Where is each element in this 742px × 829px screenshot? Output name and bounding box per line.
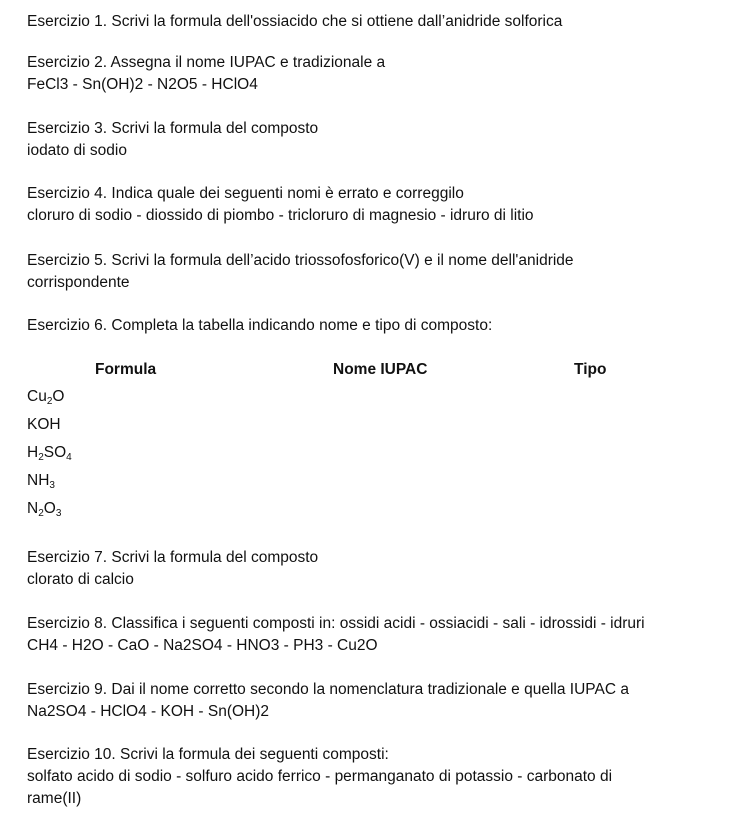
exercise-line: cloruro di sodio - diossido di piombo - tricloruro di magnesio - idruro di litio: [27, 207, 534, 224]
formula-subscript: 3: [55, 508, 62, 519]
exercise-line: Esercizio 7. Scrivi la formula del composto: [27, 549, 319, 566]
formula-subscript: 3: [49, 480, 55, 491]
exercise-line: Esercizio 6. Completa la tabella indicando nome e tipo di composto:: [27, 317, 493, 334]
exercise-line: FeCl3 - Sn(OH)2 - N2O5 - HClO4: [27, 76, 258, 93]
table-row-formula: [27, 386, 64, 408]
exercise-4: [27, 183, 727, 227]
table-header-nome-iupac: Nome IUPAC: [333, 361, 428, 378]
formula-text: O: [43, 500, 56, 517]
exercise-line: Esercizio 9. Dai il nome corretto secondo la nomenclatura tradizionale e quella IUPAC a: [27, 681, 629, 698]
exercise-line: corrispondente: [27, 274, 130, 291]
exercise-line: Esercizio 8. Classifica i seguenti composti in: ossidi acidi - ossiacidi - sali - idrossidi - idruri: [27, 615, 645, 632]
formula-subscript: 2: [38, 452, 44, 463]
table-header-formula: Formula: [95, 361, 157, 378]
table-header-tipo: Tipo: [574, 361, 607, 378]
formula-subscript: 2: [38, 508, 44, 519]
exercise-7: [27, 547, 727, 591]
exercise-6: [27, 315, 727, 337]
table-row-formula: [27, 414, 61, 436]
formula-text: KOH: [27, 416, 61, 433]
formula-subscript: 4: [66, 452, 72, 463]
exercise-5: [27, 250, 727, 294]
exercise-line: Esercizio 10. Scrivi la formula dei seguenti composti:: [27, 746, 389, 763]
exercise-line: Esercizio 1. Scrivi la formula dell'ossiacido che si ottiene dall’anidride solforica: [27, 13, 563, 30]
exercise-line: clorato di calcio: [27, 571, 134, 588]
formula-text: H: [27, 444, 39, 461]
exercise-line: solfato acido di sodio - solfuro acido ferrico - permanganato di potassio - carbonato di: [27, 768, 613, 785]
exercise-line: Esercizio 5. Scrivi la formula dell’acido triossofosforico(V) e il nome dell'anidride: [27, 252, 574, 269]
formula-text: Cu: [27, 388, 47, 405]
table-row-formula: [27, 442, 72, 464]
exercise-line: rame(II): [27, 790, 82, 807]
formula-text: N: [27, 500, 39, 517]
formula-subscript: 2: [46, 396, 53, 407]
exercise-line: Esercizio 2. Assegna il nome IUPAC e tradizionale a: [27, 54, 386, 71]
exercise-3: [27, 118, 727, 162]
exercise-line: iodato di sodio: [27, 142, 127, 159]
table-row-formula: [27, 498, 61, 520]
formula-text: O: [52, 388, 65, 405]
exercise-line: Esercizio 3. Scrivi la formula del composto: [27, 120, 319, 137]
exercise-line: CH4 - H2O - CaO - Na2SO4 - HNO3 - PH3 - Cu2O: [27, 637, 378, 654]
exercise-1: [27, 11, 727, 33]
exercise-line: Esercizio 4. Indica quale dei seguenti nomi è errato e correggilo: [27, 185, 464, 202]
exercise-10: [27, 744, 727, 810]
formula-text: NH: [27, 472, 50, 489]
formula-text: SO: [43, 444, 67, 461]
table-row-formula: [27, 470, 55, 492]
exercise-9: [27, 679, 727, 723]
exercise-line: Na2SO4 - HClO4 - KOH - Sn(OH)2: [27, 703, 270, 720]
exercise-8: [27, 613, 727, 657]
exercise-2: [27, 52, 727, 96]
